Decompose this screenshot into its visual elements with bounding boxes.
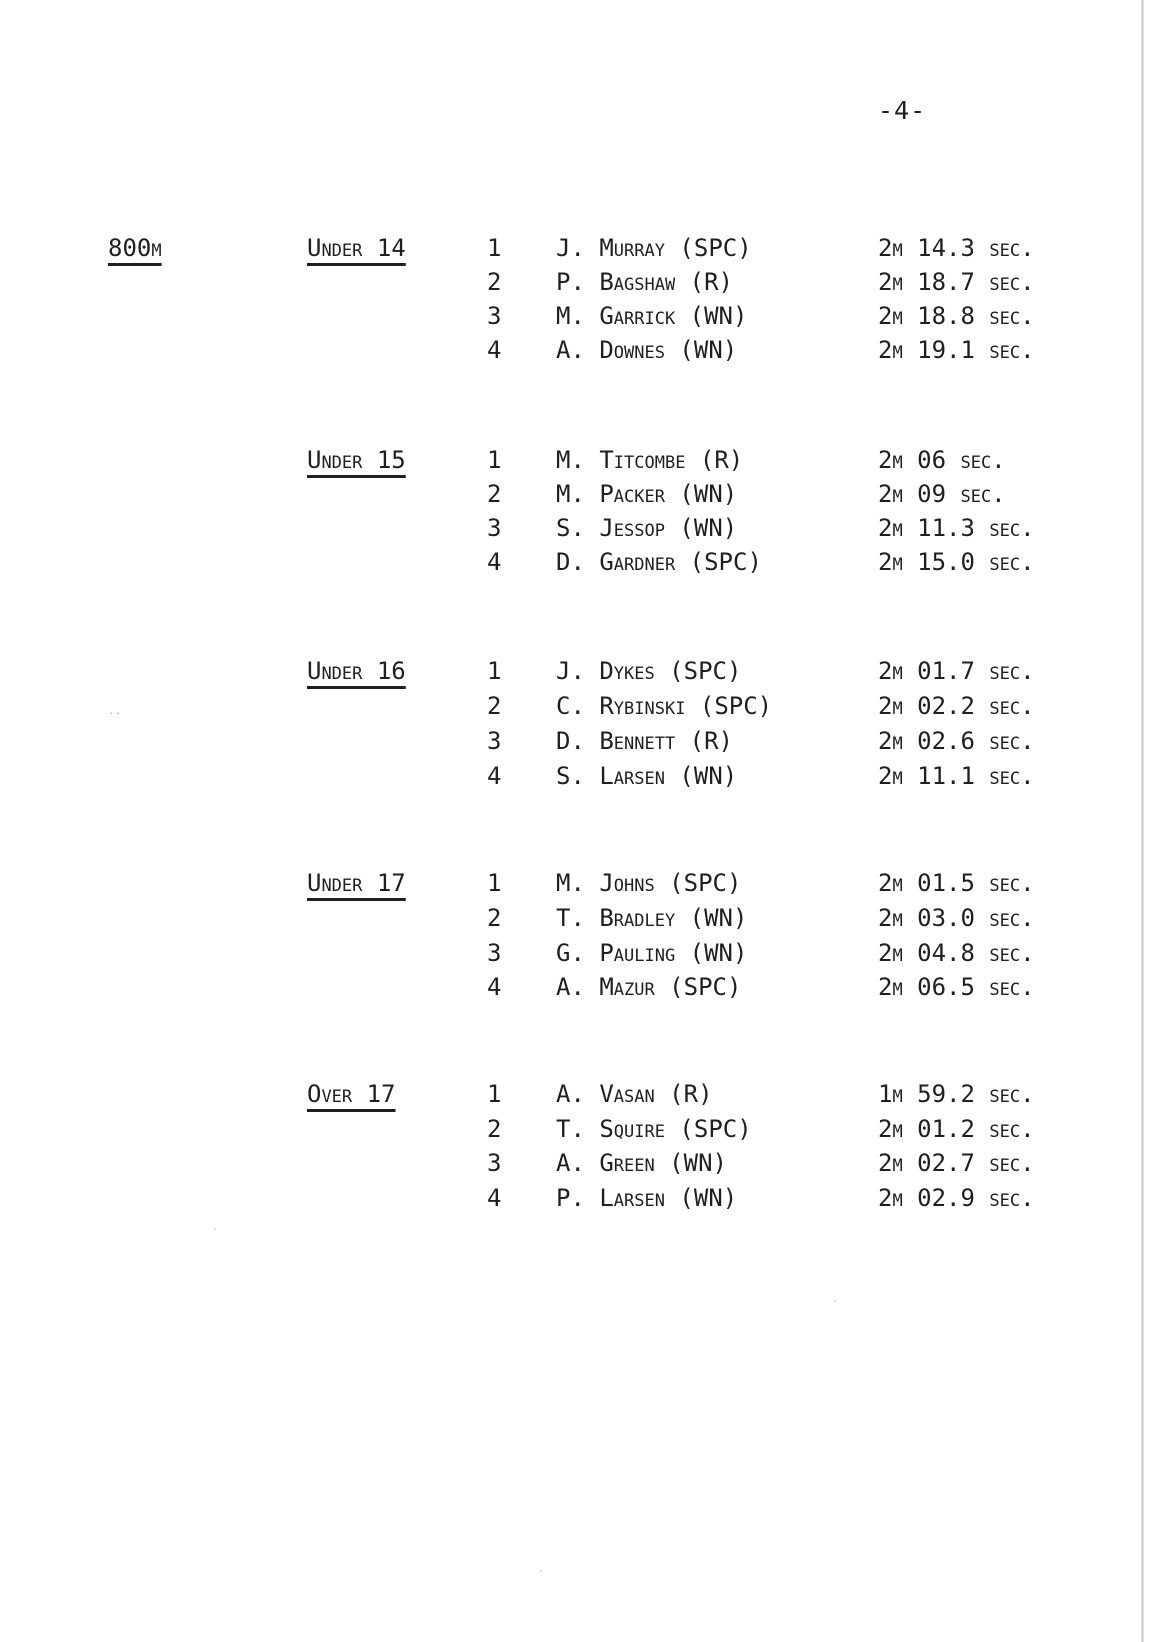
result-row	[0, 446, 1160, 481]
athlete-name: M. Titcombe (R)	[556, 446, 744, 474]
athlete-name: C. Rybinski (SPC)	[556, 692, 773, 720]
finish-position: 4	[487, 973, 502, 1001]
result-row	[0, 692, 1160, 727]
athlete-name: M. Garrick (WN)	[556, 302, 748, 330]
athlete-name: M. Johns (SPC)	[556, 869, 742, 897]
athlete-name: M. Packer (WN)	[556, 480, 738, 508]
event-label: 800m	[108, 234, 162, 262]
result-row	[0, 234, 1160, 269]
scan-speck	[540, 1570, 542, 1572]
finish-position: 1	[487, 446, 502, 474]
result-row	[0, 727, 1160, 762]
finish-position: 3	[487, 939, 502, 967]
finish-time: 2m 01.2 sec.	[878, 1115, 1035, 1143]
athlete-name: T. Squire (SPC)	[556, 1115, 752, 1143]
result-row	[0, 514, 1160, 549]
finish-time: 2m 02.7 sec.	[878, 1149, 1035, 1177]
finish-position: 4	[487, 762, 502, 790]
result-row	[0, 1149, 1160, 1184]
athlete-name: J. Murray (SPC)	[556, 234, 752, 262]
athlete-name: A. Downes (WN)	[556, 336, 738, 364]
finish-time: 2m 11.3 sec.	[878, 514, 1035, 542]
result-row	[0, 548, 1160, 583]
finish-position: 1	[487, 234, 502, 262]
age-group-label: Under 14	[307, 234, 406, 262]
finish-time: 2m 01.5 sec.	[878, 869, 1035, 897]
result-row	[0, 1184, 1160, 1219]
result-row	[0, 939, 1160, 974]
age-group-label: Under 15	[307, 446, 406, 474]
margin-mark: ..	[108, 706, 123, 717]
finish-position: 4	[487, 336, 502, 364]
finish-time: 2m 02.6 sec.	[878, 727, 1035, 755]
athlete-name: P. Bagshaw (R)	[556, 268, 734, 296]
athlete-name: S. Jessop (WN)	[556, 514, 738, 542]
athlete-name: A. Green (WN)	[556, 1149, 727, 1177]
page-number: -4-	[878, 96, 927, 125]
athlete-name: T. Bradley (WN)	[556, 904, 748, 932]
finish-time: 2m 19.1 sec.	[878, 336, 1035, 364]
finish-position: 3	[487, 1149, 502, 1177]
finish-position: 1	[487, 657, 502, 685]
finish-time: 2m 06 sec.	[878, 446, 1006, 474]
finish-time: 2m 09 sec.	[878, 480, 1006, 508]
athlete-name: A. Mazur (SPC)	[556, 973, 742, 1001]
result-row	[0, 904, 1160, 939]
result-row	[0, 480, 1160, 515]
result-row	[0, 302, 1160, 337]
athlete-name: J. Dykes (SPC)	[556, 657, 742, 685]
result-row	[0, 268, 1160, 303]
result-row	[0, 1115, 1160, 1150]
age-group-label: Over 17	[307, 1080, 396, 1108]
finish-position: 2	[487, 480, 502, 508]
finish-time: 2m 11.1 sec.	[878, 762, 1035, 790]
result-row	[0, 336, 1160, 371]
athlete-name: D. Gardner (SPC)	[556, 548, 762, 576]
result-row	[0, 657, 1160, 692]
athlete-name: A. Vasan (R)	[556, 1080, 713, 1108]
finish-time: 2m 02.9 sec.	[878, 1184, 1035, 1212]
finish-time: 2m 14.3 sec.	[878, 234, 1035, 262]
finish-time: 2m 18.7 sec.	[878, 268, 1035, 296]
finish-time: 2m 06.5 sec.	[878, 973, 1035, 1001]
athlete-name: P. Larsen (WN)	[556, 1184, 738, 1212]
result-row	[0, 869, 1160, 904]
finish-position: 4	[487, 1184, 502, 1212]
athlete-name: D. Bennett (R)	[556, 727, 734, 755]
age-group-label: Under 17	[307, 869, 406, 897]
finish-position: 2	[487, 692, 502, 720]
finish-position: 2	[487, 1115, 502, 1143]
scan-speck	[214, 1228, 216, 1230]
finish-time: 1m 59.2 sec.	[878, 1080, 1035, 1108]
finish-time: 2m 18.8 sec.	[878, 302, 1035, 330]
finish-time: 2m 04.8 sec.	[878, 939, 1035, 967]
finish-position: 2	[487, 268, 502, 296]
finish-time: 2m 01.7 sec.	[878, 657, 1035, 685]
scan-speck	[834, 1300, 836, 1302]
finish-position: 2	[487, 904, 502, 932]
finish-position: 1	[487, 1080, 502, 1108]
result-row	[0, 973, 1160, 1008]
result-row	[0, 1080, 1160, 1115]
finish-position: 3	[487, 727, 502, 755]
finish-position: 4	[487, 548, 502, 576]
athlete-name: G. Pauling (WN)	[556, 939, 748, 967]
finish-position: 3	[487, 302, 502, 330]
athlete-name: S. Larsen (WN)	[556, 762, 738, 790]
age-group-label: Under 16	[307, 657, 406, 685]
result-row	[0, 762, 1160, 797]
finish-position: 3	[487, 514, 502, 542]
finish-time: 2m 15.0 sec.	[878, 548, 1035, 576]
finish-time: 2m 02.2 sec.	[878, 692, 1035, 720]
finish-time: 2m 03.0 sec.	[878, 904, 1035, 932]
finish-position: 1	[487, 869, 502, 897]
